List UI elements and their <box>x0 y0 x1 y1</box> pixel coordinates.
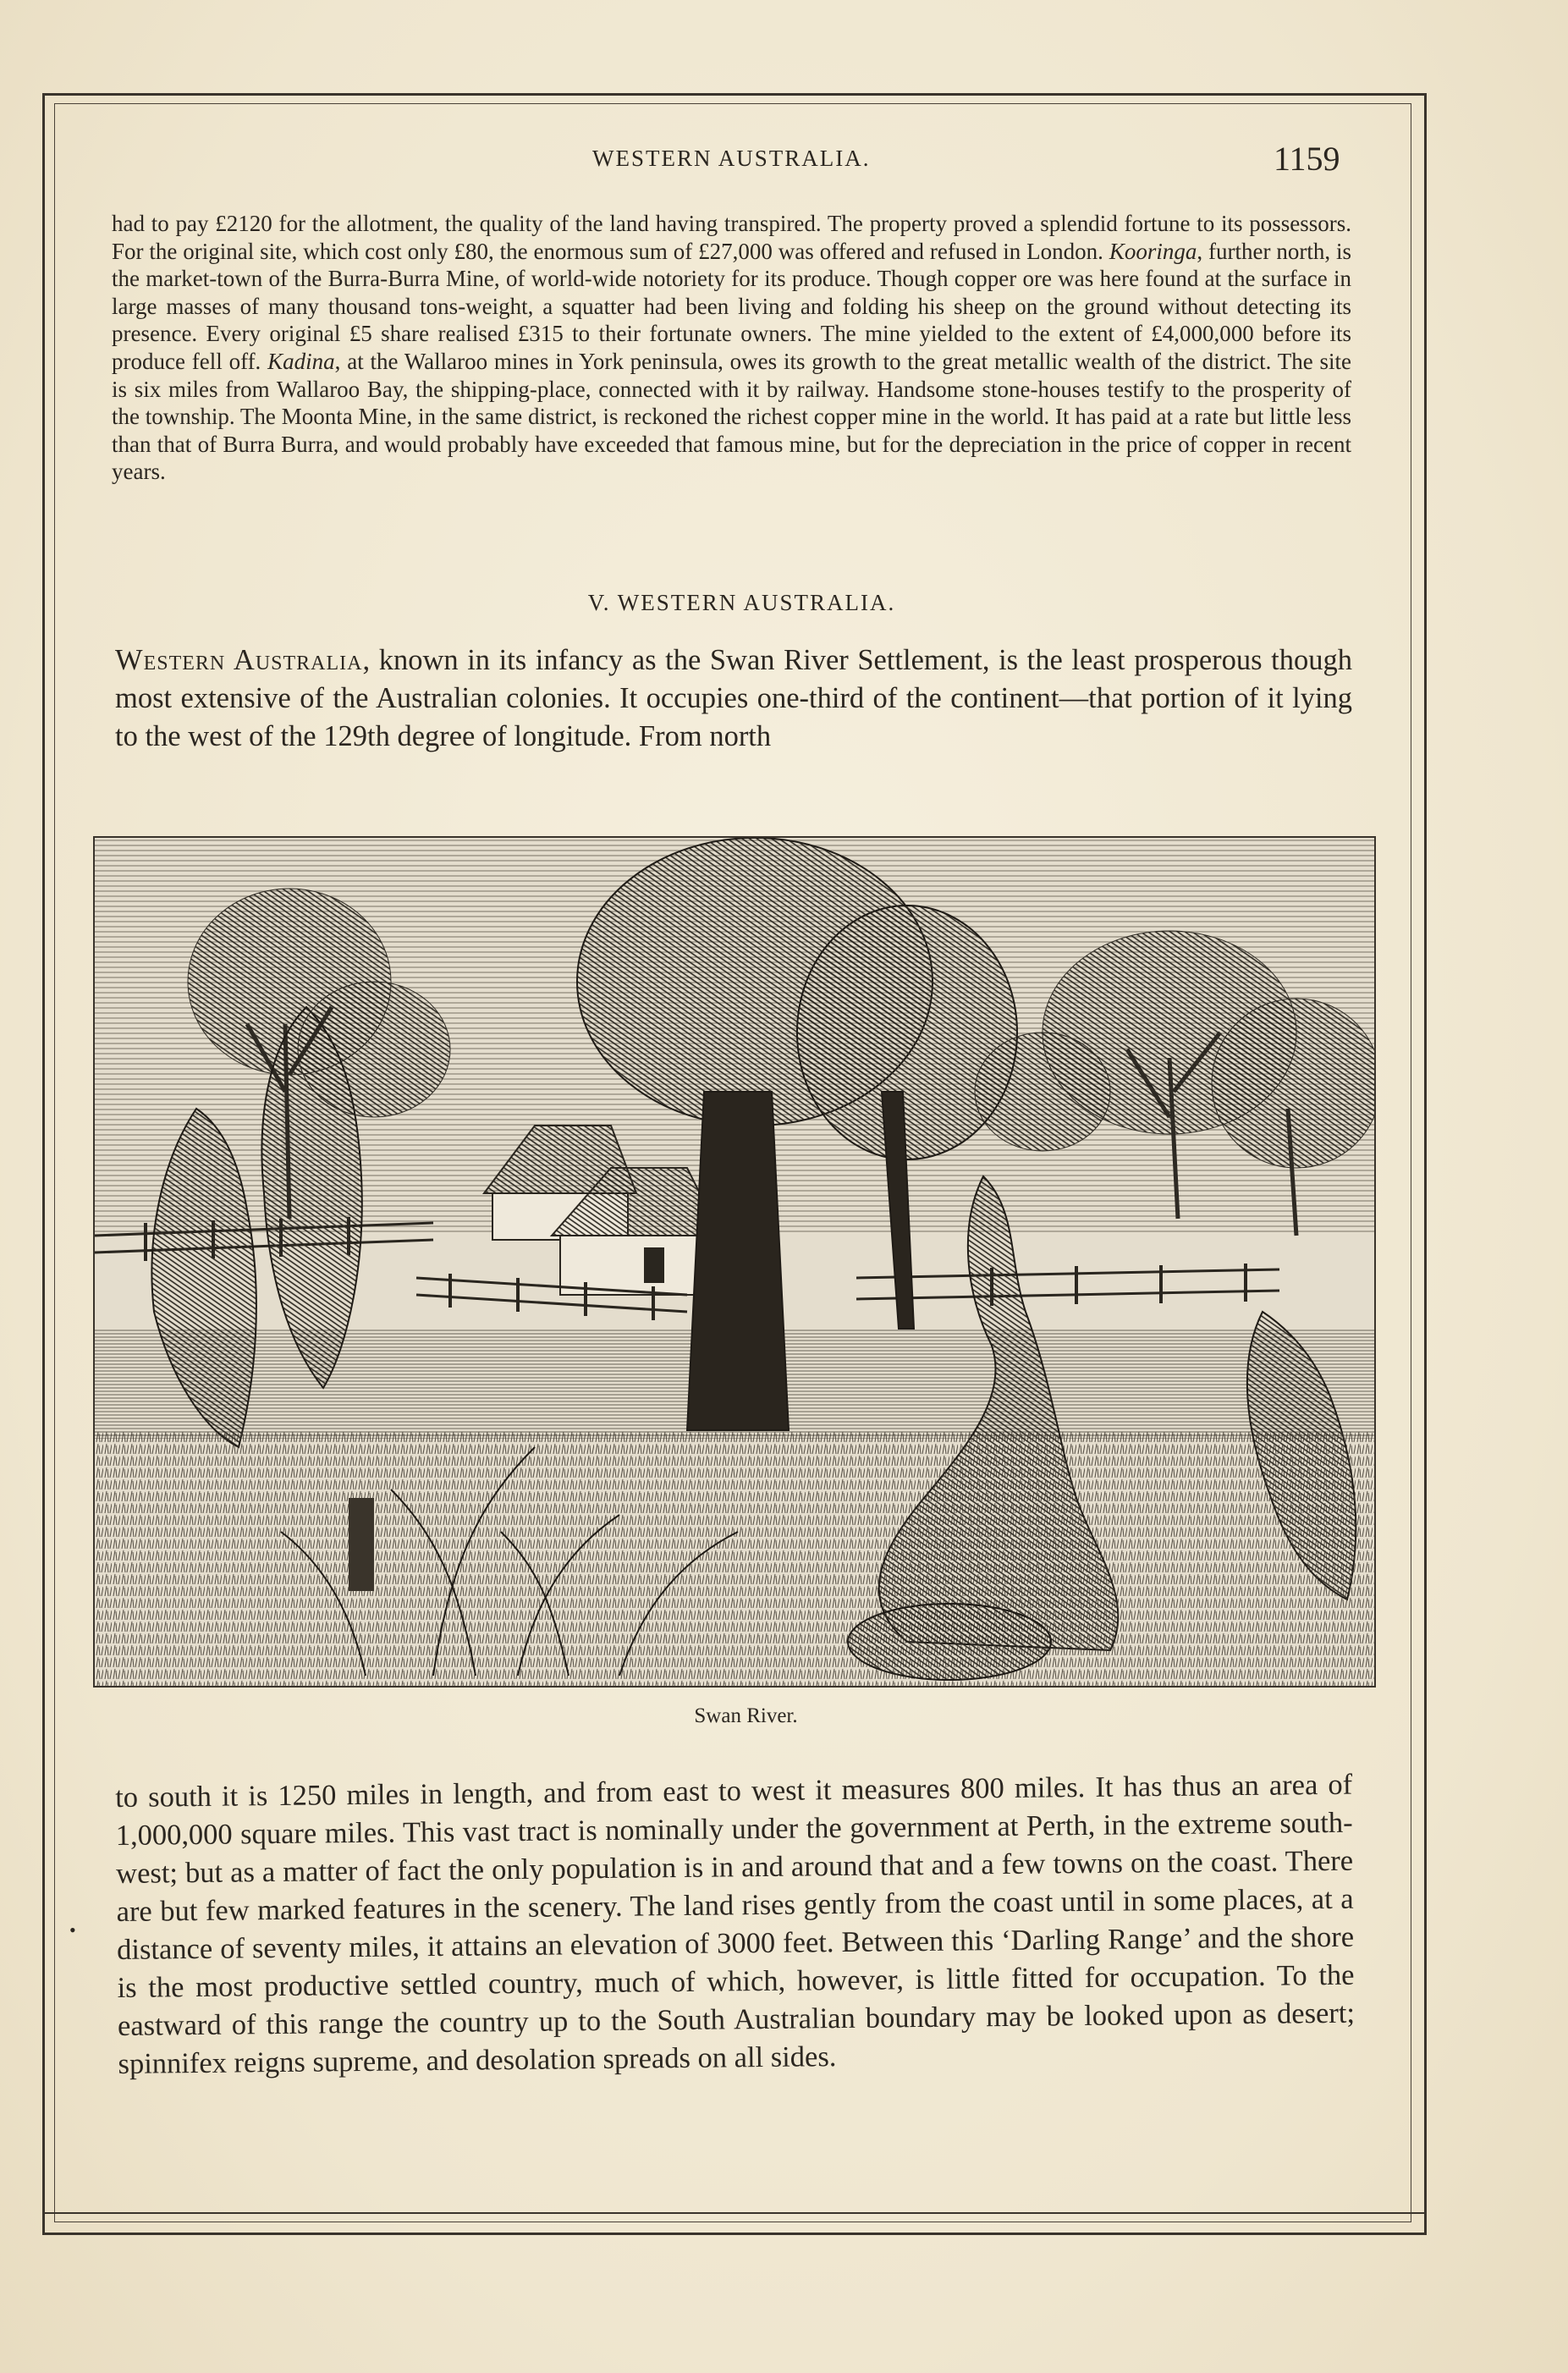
paragraph-western-australia-intro <box>115 641 1352 756</box>
section-heading: V. WESTERN AUSTRALIA. <box>587 590 896 615</box>
paragraph-1-italic-kadina: Kadina <box>267 348 335 374</box>
illustration-caption: Swan River. <box>694 1704 798 1727</box>
paragraph-2-text: , known in its infancy as the Swan River Settlement, is the least prosperous though most extensive of the Australian colonies. It occupies one-third of the continent—that portion of it lying to the west of the 129th degree of longitude. From north <box>115 644 1353 752</box>
paragraph-1-part-b: , further north, is the market-town of the Burra-Burra Mine, of world-wide notoriety for its produce. Though copper ore was here found at the surface in large masses of many thousand tons-weight, a squatter had been living and folding his sheep on the ground without detecting its presence. Every original £5 share realised £315 to their fortunate owners. The mine yielded to the extent of £4,000,000 before its produce fell off. <box>112 238 1351 374</box>
paragraph-burra-mines <box>112 210 1351 486</box>
paragraph-geography: to south it is 1250 miles in length, and from east to west it measures 800 miles. It has thus an area of 1,000,000 square miles. This vast tract is nominally under the government at Perth, in the extreme south-west; but as a matter of fact the only population is in and around that and a few towns on the coast. There are but few marked features in the scenery. The land rises gently from the coast until in some places, at a distance of seventy miles, it attains an elevation of 3000 feet. Between this ‘Darling Range’ and the shore is the most productive settled country, much of which, however, is little fitted for occupation. To the eastward of this range the country up to the South Australian boundary may be looked upon as desert; spinnifex reigns supreme, and desolation spreads on all sides. <box>115 1768 1356 2080</box>
paragraph-2-lead: Western Australia <box>115 644 363 676</box>
margin-mark: • <box>69 1919 76 1941</box>
swan-river-engraving <box>93 836 1376 1688</box>
page-number: 1159 <box>1274 140 1340 178</box>
running-head-title: WESTERN AUSTRALIA. <box>592 146 871 171</box>
paragraph-1-part-a: had to pay £2120 for the allotment, the quality of the land having transpired. The property proved a splendid fortune to its possessors. For the original site, which cost only £80, the enormous sum of £27,000 was offered and refused in London. <box>112 211 1351 264</box>
page-border-bottom-rule <box>42 2212 1427 2214</box>
paragraph-1-italic-kooringa: Kooringa <box>1109 238 1197 264</box>
running-head <box>0 140 1568 179</box>
paragraph-1-part-c: , at the Wallaroo mines in York peninsula, owes its growth to the great metallic wealth of the district. The site is six miles from Wallaroo Bay, the shipping-place, connected with it by railway. Handsome stone-houses testify to the prosperity of the township. The Moonta Mine, in the same district, is reckoned the richest copper mine in the world. It has paid at a rate but little less than that of Burra Burra, and would probably have exceeded that famous mine, but for the depreciation in the price of copper in recent years. <box>112 348 1351 485</box>
